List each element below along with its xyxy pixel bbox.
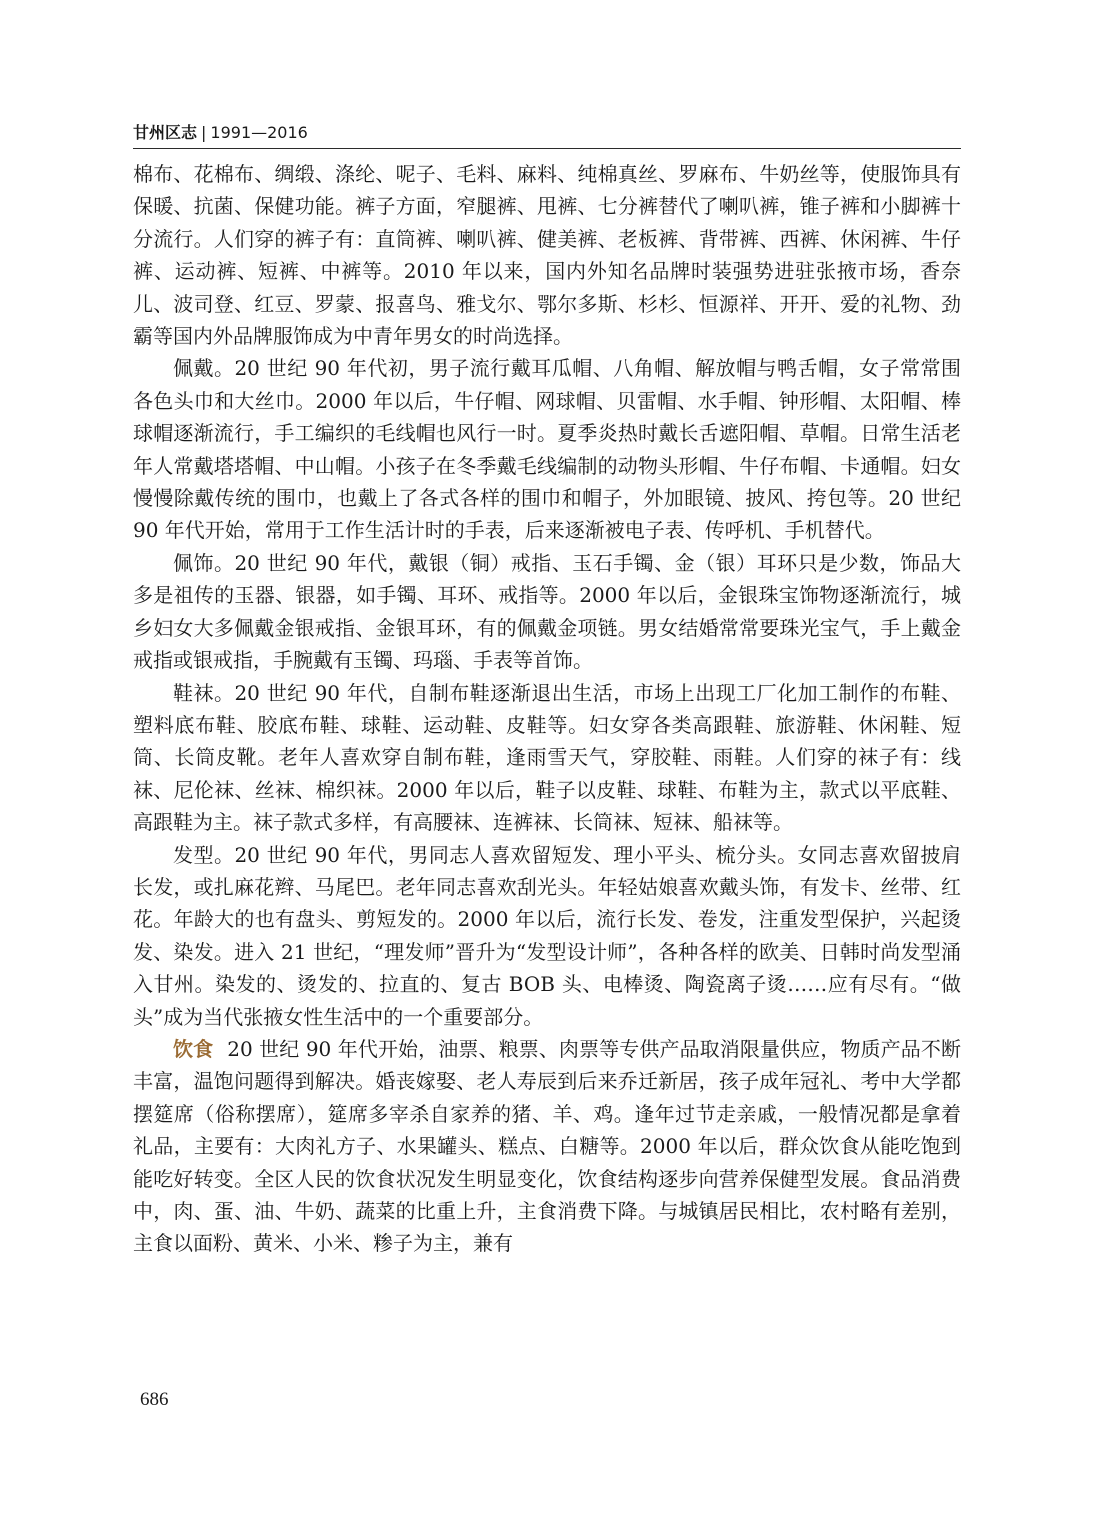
paragraph-food [133,1033,961,1260]
paragraph-footwear: 鞋袜。20 世纪 90 年代，自制布鞋逐渐退出生活，市场上出现工厂化加工制作的布鞋、塑料底布鞋、胶底布鞋、球鞋、运动鞋、皮鞋等。妇女穿各类高跟鞋、旅游鞋、休闲鞋、短筒、长筒皮靴。老年人喜欢穿自制布鞋，逢雨雪天气，穿胶鞋、雨鞋。人们穿的袜子有：线袜、尼伦袜、丝袜、棉织袜。2000 年以后，鞋子以皮鞋、球鞋、布鞋为主，款式以平底鞋、高跟鞋为主。袜子款式多样，有高腰袜、连裤袜、长筒袜、短袜、船袜等。 [133,680,961,835]
paragraph-hairstyle: 发型。20 世纪 90 年代，男同志人喜欢留短发、理小平头、梳分头。女同志喜欢留披肩长发，或扎麻花辫、马尾巴。老年同志喜欢刮光头。年轻姑娘喜欢戴头饰，有发卡、丝带、红花。年龄大的也有盘头、剪短发的。2000 年以后，流行长发、卷发，注重发型保护，兴起烫发、染发。进入 21 世纪，“理发师”晋升为“发型设计师”，各种各样的欧美、日韩时尚发型涌入甘州。染发的、烫发的、拉直的、复古 BOB 头、电棒烫、陶瓷离子烫……应有尽有。“做头”成为当代张掖女性生活中的一个重要部分。 [133,842,961,1029]
header-separator: | [201,123,207,142]
section-title-food: 饮食 [173,1036,214,1061]
paragraph-headwear: 佩戴。20 世纪 90 年代初，男子流行戴耳瓜帽、八角帽、解放帽与鸭舌帽，女子常常围各色头巾和大丝巾。2000 年以后，牛仔帽、网球帽、贝雷帽、水手帽、钟形帽、太阳帽、棒球帽逐渐流行，手工编织的毛线帽也风行一时。夏季炎热时戴长舌遮阳帽、草帽。日常生活老年人常戴塔塔帽、中山帽。小孩子在冬季戴毛线编制的动物头形帽、牛仔布帽、卡通帽。妇女慢慢除戴传统的围巾，也戴上了各式各样的围巾和帽子，外加眼镜、披风、挎包等。20 世纪 90 年代开始，常用于工作生活计时的手表，后来逐渐被电子表、传呼机、手机替代。 [133,356,961,543]
running-header [133,122,961,149]
book-title: 甘州区志 [133,123,198,142]
header-years: 1991—2016 [210,123,308,142]
paragraph-accessories: 佩饰。20 世纪 90 年代，戴银（铜）戒指、玉石手镯、金（银）耳环只是少数，饰品大多是祖传的玉器、银器，如手镯、耳环、戒指等。2000 年以后，金银珠宝饰物逐渐流行，城乡妇女大多佩戴金银戒指、金银耳环，有的佩戴金项链。男女结婚常常要珠光宝气，手上戴金戒指或银戒指，手腕戴有玉镯、玛瑙、手表等首饰。 [133,550,961,673]
page-number: 686 [140,1389,169,1410]
body-text [133,158,961,1260]
food-text: 20 世纪 90 年代开始，油票、粮票、肉票等专供产品取消限量供应，物质产品不断丰富，温饱问题得到解决。婚丧嫁娶、老人寿辰到后来乔迁新居，孩子成年冠礼、考中大学都摆筵席（俗称摆席），筵席多宰杀自家养的猪、羊、鸡。逢年过节走亲戚，一般情况都是拿着礼品，主要有：大肉礼方子、水果罐头、糕点、白糖等。2000 年以后，群众饮食从能吃饱到能吃好转变。全区人民的饮食状况发生明显变化，饮食结构逐步向营养保健型发展。食品消费中，肉、蛋、油、牛奶、蔬菜的比重上升，主食消费下降。与城镇居民相比，农村略有差别，主食以面粉、黄米、小米、糁子为主，兼有 [133,1036,961,1256]
paragraph-clothing-continued: 棉布、花棉布、绸缎、涤纶、呢子、毛料、麻料、纯棉真丝、罗麻布、牛奶丝等，使服饰具有保暖、抗菌、保健功能。裤子方面，窄腿裤、甩裤、七分裤替代了喇叭裤，锥子裤和小脚裤十分流行。人们穿的裤子有：直筒裤、喇叭裤、健美裤、老板裤、背带裤、西裤、休闲裤、牛仔裤、运动裤、短裤、中裤等。2010 年以来，国内外知名品牌时装强势进驻张掖市场，香奈儿、波司登、红豆、罗蒙、报喜鸟、雅戈尔、鄂尔多斯、杉杉、恒源祥、开开、爱的礼物、劲霸等国内外品牌服饰成为中青年男女的时尚选择。 [133,162,961,349]
